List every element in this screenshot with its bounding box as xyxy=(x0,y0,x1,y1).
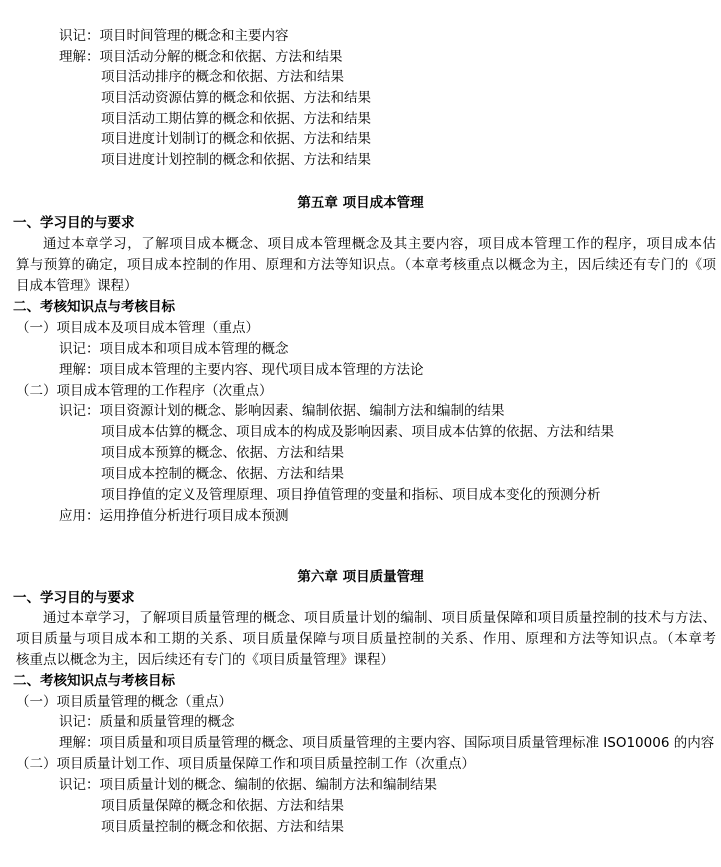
apply-item: 运用挣值分析进行项目成本预测 xyxy=(99,508,289,524)
apply-tag: 应用： xyxy=(59,508,100,524)
recall-tag: 识记： xyxy=(59,28,100,44)
subsection-title: （二）项目质量计划工作、项目质量保障工作和项目质量控制工作（次重点） xyxy=(16,756,475,772)
understand-item: 项目成本管理的主要内容、现代项目成本管理的方法论 xyxy=(99,362,424,378)
ch4-understand-line xyxy=(59,47,721,68)
understand-tag: 理解： xyxy=(59,49,100,65)
intro-text-line: 核重点以概念为主，因后续还有专门的《项目质量管理》课程） xyxy=(16,652,394,668)
subsection-title: （二）项目成本管理的工作程序（次重点） xyxy=(16,383,273,399)
recall-item: 项目成本估算的概念、项目成本的构成及影响因素、项目成本估算的依据、方法和结果 xyxy=(101,424,614,440)
understand-line xyxy=(59,360,721,381)
recall-item: 项目成本控制的概念、依据、方法和结果 xyxy=(101,466,344,482)
understand-item: 项目活动分解的概念和依据、方法和结果 xyxy=(99,49,343,65)
recall-tag: 识记： xyxy=(59,341,100,357)
recall-item: 项目质量控制的概念和依据、方法和结果 xyxy=(101,819,344,835)
understand-tag: 理解： xyxy=(59,735,100,751)
section-heading: 一、学习目的与要求 xyxy=(13,590,135,606)
recall-tag: 识记： xyxy=(59,777,100,793)
ch4-understand-item: 项目活动排序的概念和依据、方法和结果 xyxy=(101,69,344,85)
section-heading: 二、考核知识点与考核目标 xyxy=(13,673,175,689)
chapter-title: 第五章 项目成本管理 xyxy=(297,195,424,211)
recall-item: 质量和质量管理的概念 xyxy=(99,714,235,730)
intro-text-line: 目成本管理》课程） xyxy=(16,278,138,294)
recall-tag: 识记： xyxy=(59,714,100,730)
recall-item: 项目挣值的定义及管理原理、项目挣值管理的变量和指标、项目成本变化的预测分析 xyxy=(101,487,601,503)
section-heading: 一、学习目的与要求 xyxy=(13,215,135,231)
ch4-understand-item: 项目活动工期估算的概念和依据、方法和结果 xyxy=(101,111,371,127)
subsection-title: （一）项目成本及项目成本管理（重点） xyxy=(16,320,259,336)
recall-item: 项目质量保障的概念和依据、方法和结果 xyxy=(101,798,344,814)
apply-line xyxy=(59,506,721,527)
intro-text-line: 项目质量与项目成本和工期的关系、项目质量保障与项目质量控制的关系、作用、原理和方法等知识点。（本章考 xyxy=(16,631,716,647)
understand-item: 项目质量和项目质量管理的概念、项目质量管理的主要内容、国际项目质量管理标准 ISO10006 的内容 xyxy=(99,735,715,751)
section-heading: 二、考核知识点与考核目标 xyxy=(13,299,175,315)
intro-text-line: 通过本章学习，了解项目成本概念、项目成本管理概念及其主要内容，项目成本管理工作的程序，项目成本估 xyxy=(43,236,716,252)
ch4-recall-line xyxy=(59,26,721,47)
subsection-title: （一）项目质量管理的概念（重点） xyxy=(16,694,232,710)
ch4-understand-item: 项目进度计划制订的概念和依据、方法和结果 xyxy=(101,131,371,147)
recall-item: 项目时间管理的概念和主要内容 xyxy=(99,28,289,44)
recall-item: 项目质量计划的概念、编制的依据、编制方法和编制结果 xyxy=(99,777,437,793)
recall-item: 项目资源计划的概念、影响因素、编制依据、编制方法和编制的结果 xyxy=(99,403,505,419)
recall-line xyxy=(59,401,721,422)
ch4-understand-item: 项目进度计划控制的概念和依据、方法和结果 xyxy=(101,152,371,168)
intro-text-line: 通过本章学习，了解项目质量管理的概念、项目质量计划的编制、项目质量保障和项目质量控制的技术与方法、 xyxy=(43,610,716,626)
recall-item: 项目成本和项目成本管理的概念 xyxy=(99,341,289,357)
recall-item: 项目成本预算的概念、依据、方法和结果 xyxy=(101,445,344,461)
ch4-understand-item: 项目活动资源估算的概念和依据、方法和结果 xyxy=(101,90,371,106)
recall-line xyxy=(59,712,721,733)
chapter-title: 第六章 项目质量管理 xyxy=(297,569,424,585)
recall-tag: 识记： xyxy=(59,403,100,419)
recall-line xyxy=(59,339,721,360)
understand-tag: 理解： xyxy=(59,362,100,378)
recall-line xyxy=(59,775,721,796)
intro-text-line: 算与预算的确定，项目成本控制的作用、原理和方法等知识点。（本章考核重点以概念为主，因后续还有专门的《项 xyxy=(16,257,716,273)
understand-line xyxy=(59,733,721,754)
